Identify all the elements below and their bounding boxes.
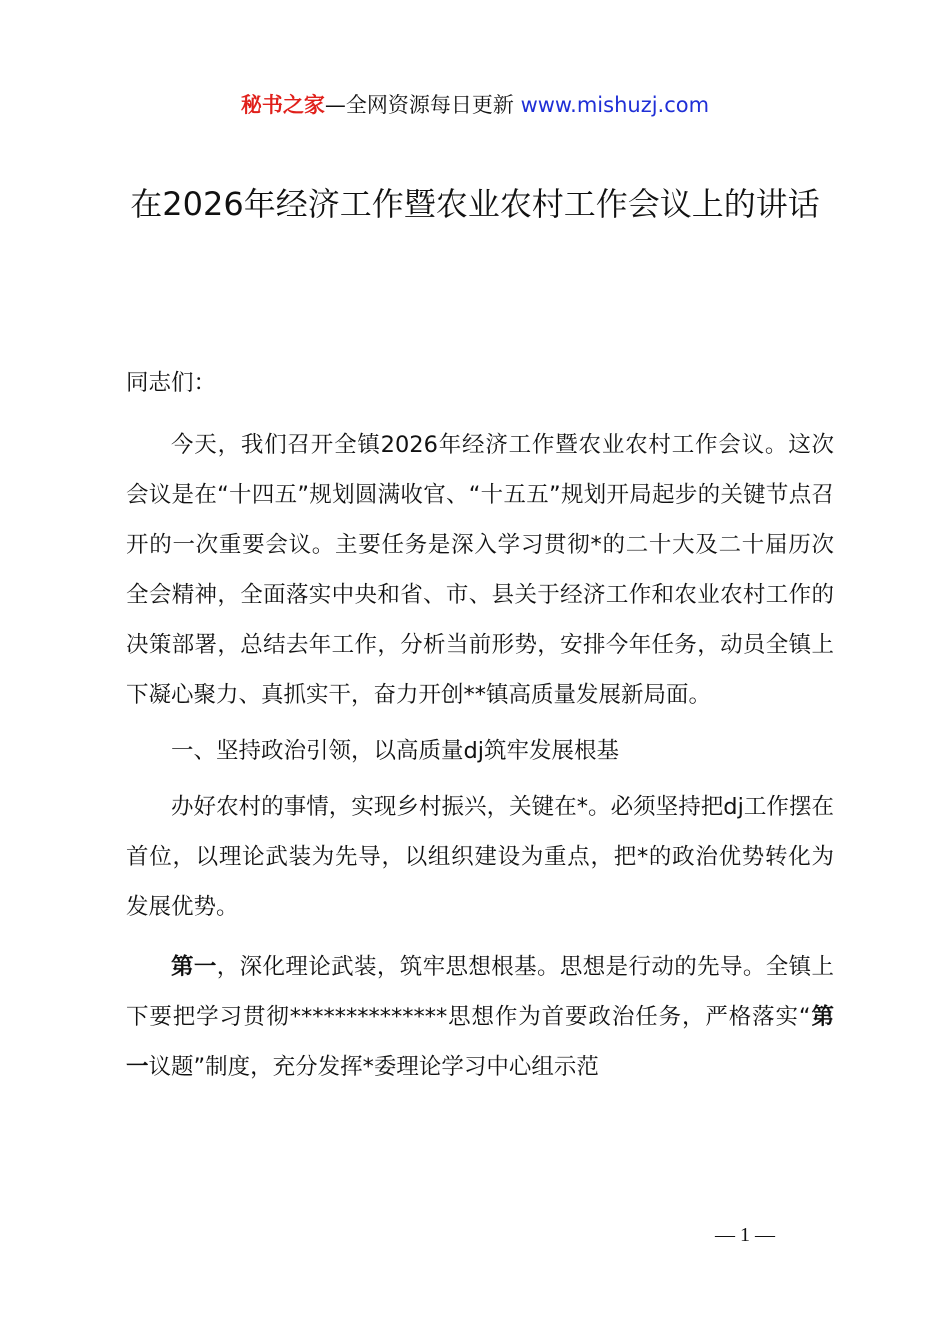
document-title: 在2026年经济工作暨农业农村工作会议上的讲话 [130,185,820,223]
banner-slogan: 全网资源每日更新 [345,93,514,117]
document-body [126,358,834,1092]
site-banner [0,90,950,120]
point-lead-bold: 第一 [171,954,217,980]
greeting: 同志们： [126,370,217,396]
paragraph-intro: 今天，我们召开全镇2026年经济工作暨农业农村工作会议。这次会议是在“十四五”规划圆满收官、“十五五”规划开局起步的关键节点召开的一次重要会议。主要任务是深入学习贯彻*的二十大及二十届历次全会精神，全面落实中央和省、市、县关于经济工作和农业农村工作的决策部署，总结去年工作，分析当前形势，安排今年任务，动员全镇上下凝心聚力、真抓实干，奋力开创**镇高质量发展新局面。 [126,432,834,708]
banner-dash: — [324,93,346,117]
site-url-link[interactable]: www.mishuzj.com [520,93,710,117]
page-number: — 1 — [715,1224,775,1246]
point-text-a: ，深化理论武装，筑牢思想根基。思想是行动的先导。全镇上下要把学习贯彻**************思想作为首要政治任务，严格落实“ [126,954,834,1030]
brand-name: 秘书之家 [240,93,325,117]
paragraph-party-leadership: 办好农村的事情，实现乡村振兴，关键在*。必须坚持把dj工作摆在首位，以理论武装为先导，以组织建设为重点，把*的政治优势转化为发展优势。 [126,794,834,920]
paragraph-theory-study [126,942,834,1092]
point-text-b: 议题”制度，充分发挥*委理论学习中心组示范 [148,1054,599,1080]
point-inline-bold: 第一 [126,1004,834,1080]
section-heading: 一、坚持政治引领，以高质量dj筑牢发展根基 [171,738,620,764]
